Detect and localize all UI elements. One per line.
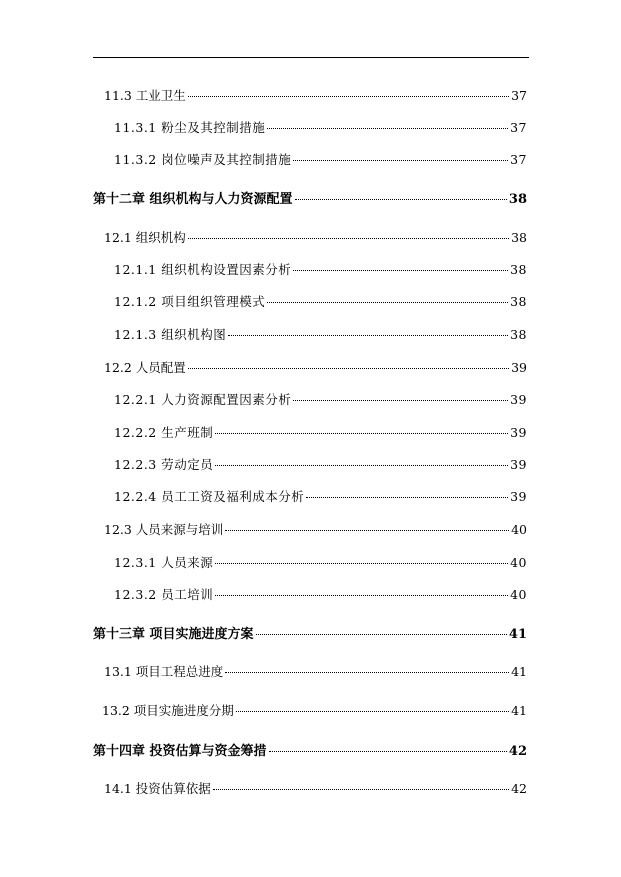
toc-entry-label: 12.2.1 人力资源配置因素分析 — [114, 392, 292, 407]
toc-leader-dots — [293, 160, 508, 161]
toc-page-number: 41 — [511, 703, 527, 718]
toc-leader-dots — [306, 497, 508, 498]
toc-page-number: 39 — [510, 392, 527, 407]
toc-entry-11-3[interactable] — [104, 86, 527, 104]
toc-entry-label: 12.3.1 人员来源 — [114, 555, 214, 570]
toc-page-number: 40 — [510, 555, 527, 570]
toc-entry-label: 14.1 投资估算依据 — [104, 781, 211, 796]
toc-leader-dots — [225, 530, 509, 531]
toc-page-number: 37 — [511, 88, 527, 103]
toc-page-number: 37 — [510, 152, 527, 167]
toc-entry-label: 12.3 人员来源与培训 — [104, 522, 224, 537]
toc-page-number: 39 — [510, 489, 527, 504]
toc-entry-label: 12.1.2 项目组织管理模式 — [114, 294, 266, 309]
toc-page-number: 38 — [510, 262, 527, 277]
toc-chapter-label: 第十四章 投资估算与资金筹措 — [93, 744, 267, 759]
toc-entry-label: 12.3.2 员工培训 — [114, 587, 214, 602]
toc-entry-label: 12.1 组织机构 — [104, 230, 186, 245]
toc-entry-12-2-1[interactable] — [114, 390, 527, 408]
toc-leader-dots — [293, 270, 508, 271]
toc-chapter-13[interactable] — [93, 623, 527, 642]
toc-page-number: 37 — [510, 120, 527, 135]
toc-page-number: 40 — [510, 587, 527, 602]
toc-page-number: 38 — [510, 327, 527, 342]
toc-entry-14-1[interactable] — [104, 779, 527, 797]
toc-leader-dots — [267, 302, 508, 303]
toc-entry-11-3-2[interactable] — [114, 150, 527, 168]
toc-entry-12-3-2[interactable] — [114, 585, 527, 603]
toc-page-number: 38 — [511, 230, 527, 245]
toc-leader-dots — [188, 238, 509, 239]
toc-entry-label: 12.2.3 劳动定员 — [114, 457, 214, 472]
toc-page-number: 42 — [508, 744, 527, 759]
toc-entry-label: 12.2.4 员工工资及福利成本分析 — [114, 489, 305, 504]
toc-page-number: 41 — [508, 627, 527, 642]
toc-entry-12-1-3[interactable] — [114, 325, 527, 343]
toc-entry-label: 12.2.2 生产班制 — [114, 425, 214, 440]
toc-entry-label: 11.3.1 粉尘及其控制措施 — [114, 120, 266, 135]
toc-entry-label: 13.2 项目实施进度分期 — [102, 703, 234, 718]
toc-leader-dots — [225, 672, 509, 673]
toc-leader-dots — [267, 128, 508, 129]
toc-leader-dots — [236, 711, 509, 712]
toc-entry-12-1-2[interactable] — [114, 292, 527, 310]
toc-page-number: 39 — [510, 457, 527, 472]
toc-leader-dots — [188, 368, 509, 369]
toc-entry-label: 11.3 工业卫生 — [104, 88, 186, 103]
toc-leader-dots — [188, 96, 509, 97]
toc-entry-12-2[interactable] — [104, 358, 527, 376]
toc-entry-label: 12.1.1 组织机构设置因素分析 — [114, 262, 292, 277]
toc-chapter-label: 第十二章 组织机构与人力资源配置 — [93, 192, 293, 207]
toc-chapter-label: 第十三章 项目实施进度方案 — [93, 627, 254, 642]
toc-entry-label: 13.1 项目工程总进度 — [104, 664, 224, 679]
toc-entry-11-3-1[interactable] — [114, 118, 527, 136]
toc-entry-13-2[interactable] — [102, 701, 527, 719]
toc-chapter-12[interactable] — [93, 188, 527, 207]
toc-leader-dots — [228, 335, 508, 336]
toc-leader-dots — [269, 751, 507, 752]
toc-chapter-14[interactable] — [93, 740, 527, 759]
toc-entry-12-1-1[interactable] — [114, 260, 527, 278]
toc-page-number: 40 — [511, 522, 527, 537]
toc-entry-label: 12.2 人员配置 — [104, 360, 186, 375]
toc-leader-dots — [295, 199, 507, 200]
toc-page-number: 42 — [511, 781, 527, 796]
toc-leader-dots — [215, 465, 508, 466]
toc-leader-dots — [213, 789, 509, 790]
toc-leader-dots — [256, 634, 507, 635]
toc-entry-12-2-4[interactable] — [114, 487, 527, 505]
toc-entry-12-2-2[interactable] — [114, 423, 527, 441]
header-rule — [93, 57, 529, 58]
toc-entry-12-3-1[interactable] — [114, 553, 527, 571]
toc-leader-dots — [293, 400, 508, 401]
toc-entry-label: 11.3.2 岗位噪声及其控制措施 — [114, 152, 292, 167]
toc-entry-13-1[interactable] — [104, 662, 527, 680]
toc-leader-dots — [215, 563, 508, 564]
toc-page-number: 39 — [510, 425, 527, 440]
toc-entry-label: 12.1.3 组织机构图 — [114, 327, 227, 342]
toc-entry-12-1[interactable] — [104, 228, 527, 246]
toc-page-number: 41 — [511, 664, 527, 679]
toc-page-number: 39 — [511, 360, 527, 375]
toc-page-number: 38 — [510, 294, 527, 309]
toc-leader-dots — [215, 595, 508, 596]
toc-entry-12-3[interactable] — [104, 520, 527, 538]
toc-page-number: 38 — [508, 192, 527, 207]
toc-entry-12-2-3[interactable] — [114, 455, 527, 473]
toc-leader-dots — [215, 433, 508, 434]
